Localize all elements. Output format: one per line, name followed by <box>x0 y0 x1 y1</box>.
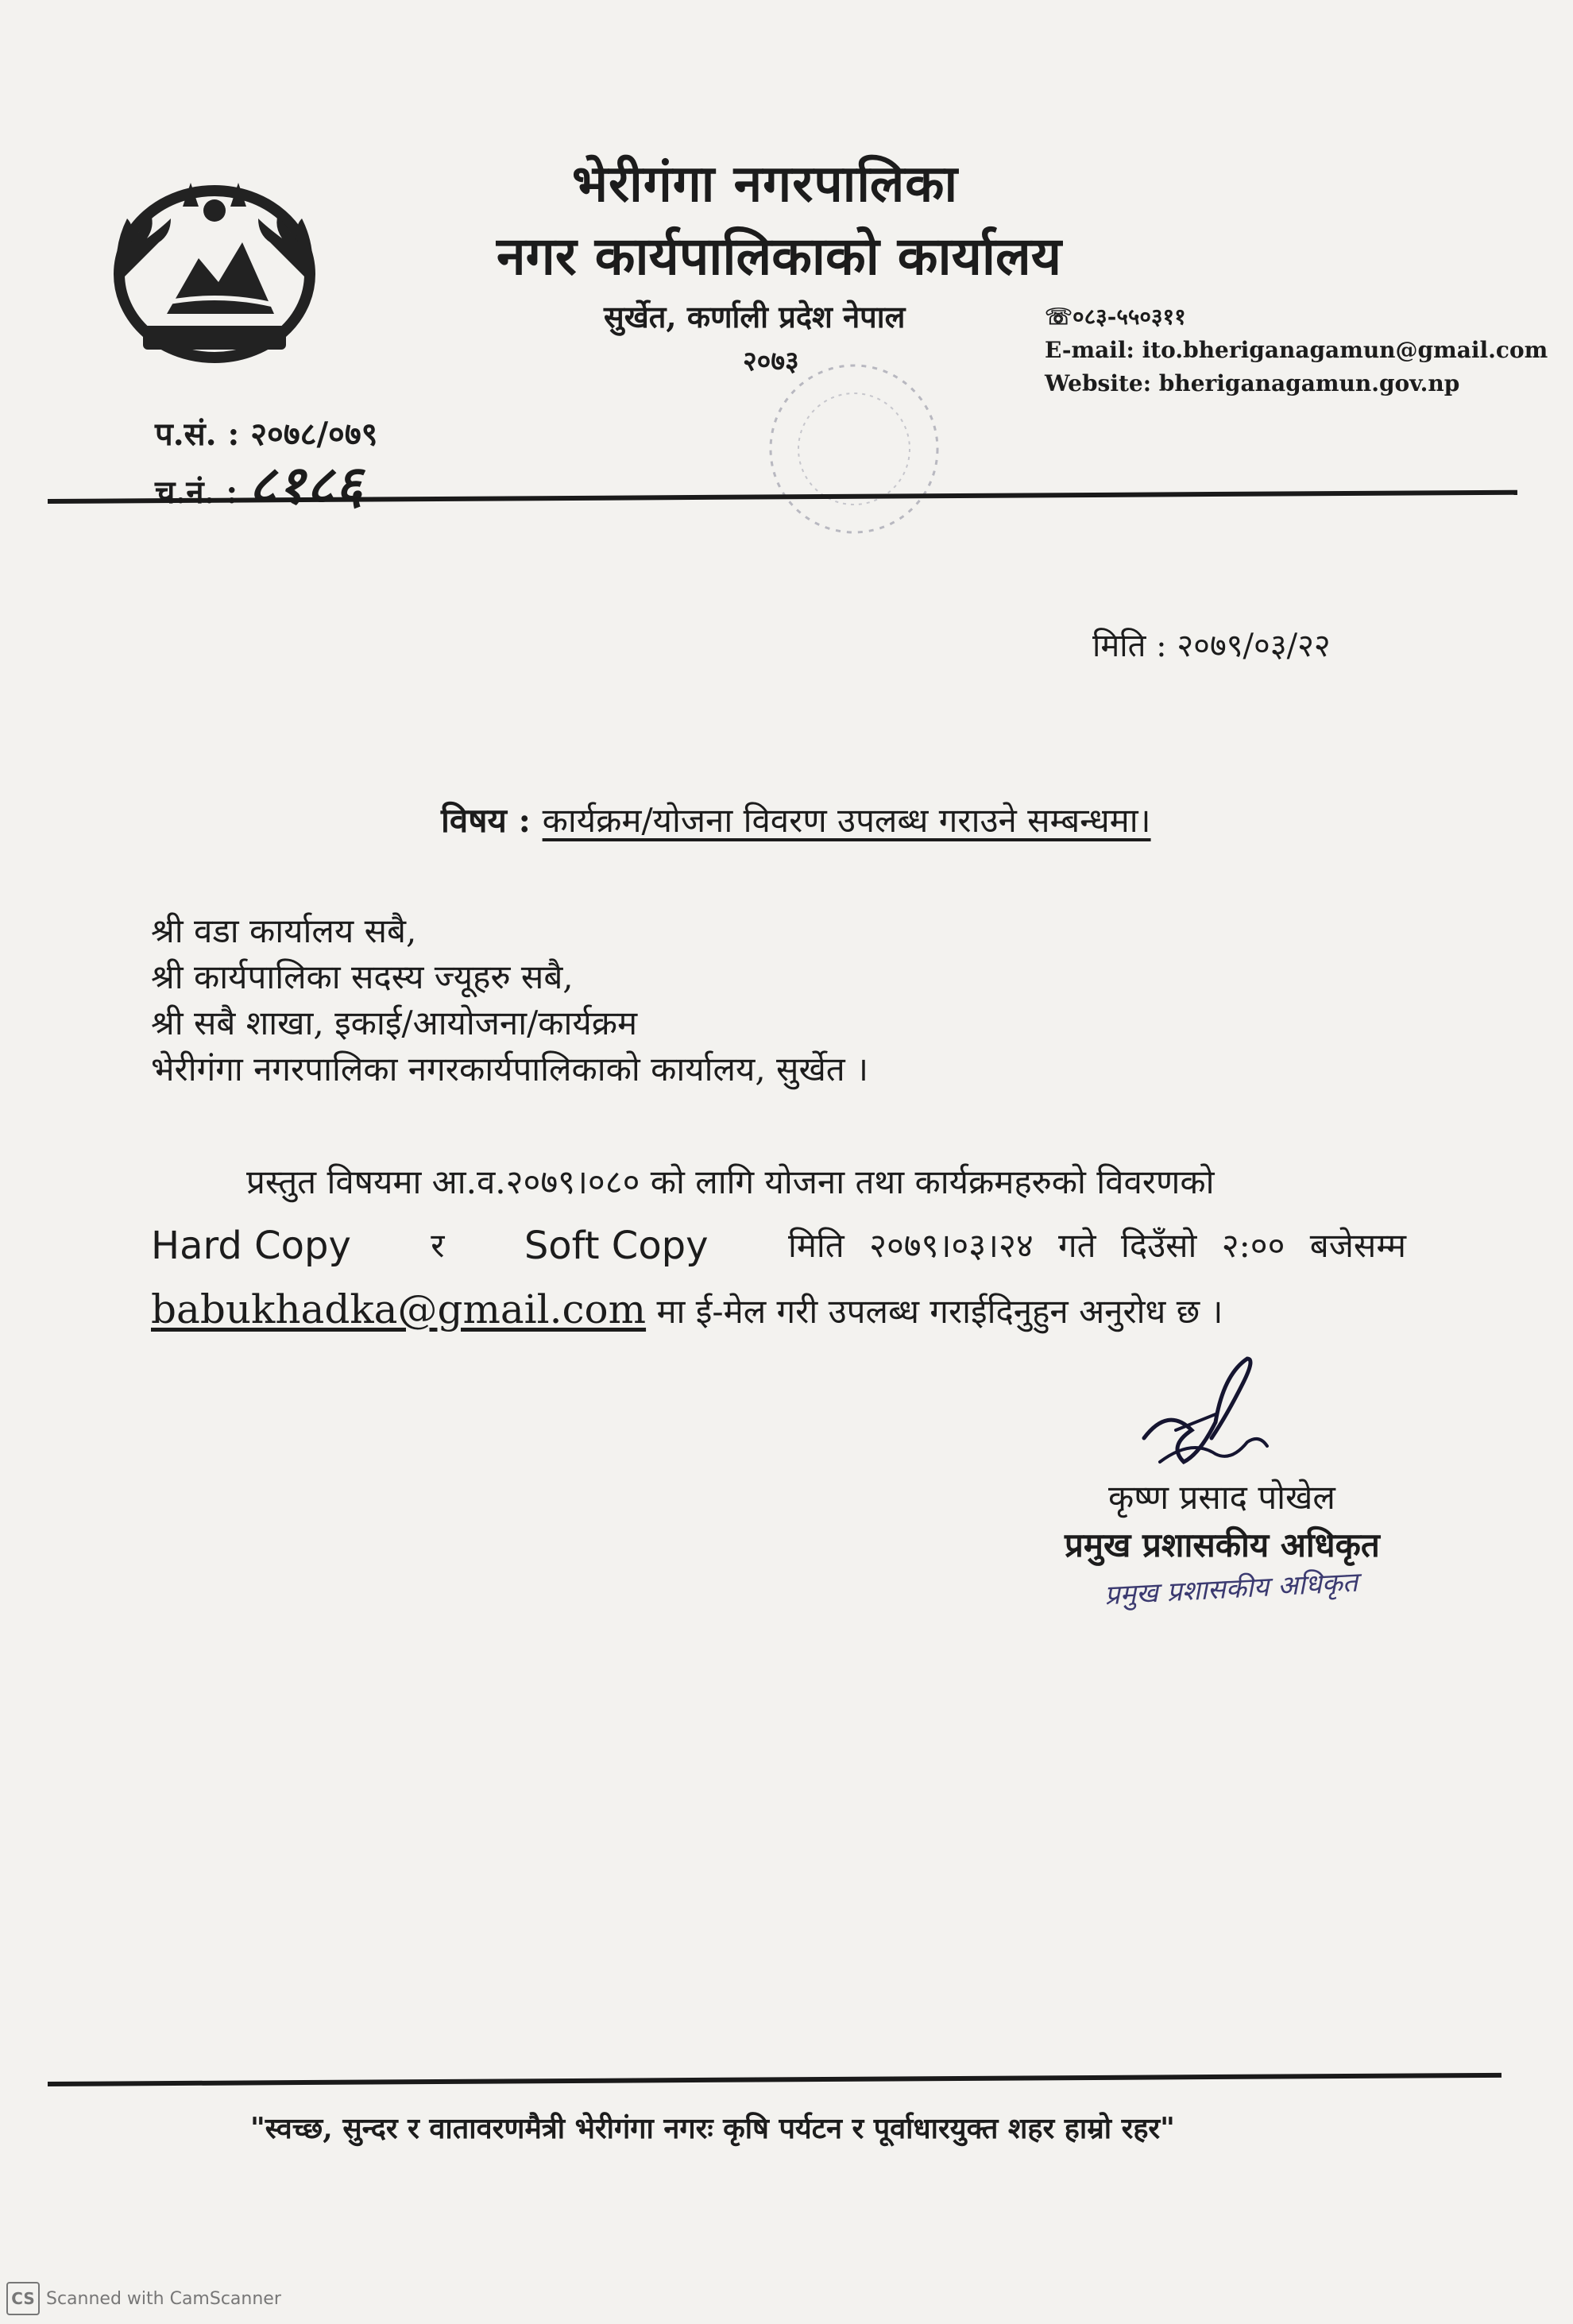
cn-row <box>155 454 377 518</box>
office-address: सुर्खेत, कर्णाली प्रदेश नेपाल <box>604 299 906 334</box>
recipient-line: भेरीगंगा नगरपालिका नगरकार्यपालिकाको कार्यालय, सुर्खेत । <box>151 1050 869 1089</box>
designation-stamp: प्रमुख प्रशासकीय अधिकृत <box>1103 1566 1359 1612</box>
body-line-1 <box>151 1150 1406 1214</box>
ps-label: प.सं. : <box>155 416 240 453</box>
signatory-name: कृष्ण प्रसाद पोखेल <box>1108 1478 1335 1517</box>
body-text-1: प्रस्तुत विषयमा आ.व.२०७९।०८० को लागि योजना तथा कार्यक्रमहरुको विवरणको <box>246 1162 1215 1201</box>
subject-text: कार्यक्रम/योजना विवरण उपलब्ध गराउने सम्बन्धमा। <box>542 801 1151 840</box>
cn-value: ८१८६ <box>249 454 365 516</box>
ps-value: २०७८/०७९ <box>250 416 378 453</box>
subject-label: विषय : <box>441 801 531 840</box>
contact-block <box>1045 300 1548 400</box>
date-line <box>1092 622 1331 666</box>
scanner-watermark <box>6 2282 281 2315</box>
signatory-designation: प्रमुख प्रशासकीय अधिकृत <box>1065 1525 1380 1564</box>
body-line-3 <box>151 1278 1406 1344</box>
camscanner-icon: CS <box>6 2282 40 2315</box>
recipients-block <box>151 908 868 1092</box>
email-address: E-mail: ito.bheriganagamun@gmail.com <box>1045 337 1548 363</box>
signature-icon <box>1128 1343 1327 1494</box>
recipient-line: श्री कार्यपालिका सदस्य ज्यूहरु सबै, <box>151 957 574 996</box>
organization-name: भेरीगंगा नगरपालिका <box>572 154 959 214</box>
body-text-3: मा ई-मेल गरी उपलब्ध गराईदिनुहुन अनुरोध छ । <box>656 1292 1223 1331</box>
ra-text: र <box>431 1226 445 1265</box>
scanner-text: Scanned with CamScanner <box>46 2288 281 2309</box>
hard-copy-text: Hard Copy <box>151 1224 351 1268</box>
office-stamp-icon <box>751 350 957 548</box>
office-name: नगर कार्यपालिकाको कार्यालय <box>497 225 1061 287</box>
established-year: २०७३ <box>743 346 799 377</box>
body-text-2: मिति २०७९।०३।२४ गते दिउँसो २:०० बजेसम्म <box>787 1226 1406 1265</box>
phone-number: ☏०८३-५५०३११ <box>1045 304 1186 330</box>
subject-line <box>441 797 1151 842</box>
website-address: Website: bheriganagamun.gov.np <box>1045 370 1460 396</box>
ps-row <box>155 409 377 460</box>
body-line-2 <box>151 1214 1406 1278</box>
recipient-line: श्री सबै शाखा, इकाई/आयोजना/कार्यक्रम <box>151 1003 638 1042</box>
date-value: २०७९/०३/२२ <box>1177 628 1331 664</box>
soft-copy-text: Soft Copy <box>524 1224 709 1268</box>
cn-label: च.नं. : <box>155 474 238 511</box>
letter-body <box>151 1150 1406 1344</box>
nepal-emblem-icon <box>95 163 334 377</box>
submission-email: babukhadka@gmail.com <box>151 1286 647 1332</box>
date-label: मिति : <box>1092 628 1167 664</box>
footer-divider <box>48 2073 1502 2086</box>
recipient-line: श्री वडा कार्यालय सबै, <box>151 911 417 950</box>
footer-motto: "स्वच्छ, सुन्दर र वातावरणमैत्री भेरीगंगा नगरः कृषि पर्यटन र पूर्वाधारयुक्त शहर हाम्रो रहर" <box>250 2112 1175 2145</box>
